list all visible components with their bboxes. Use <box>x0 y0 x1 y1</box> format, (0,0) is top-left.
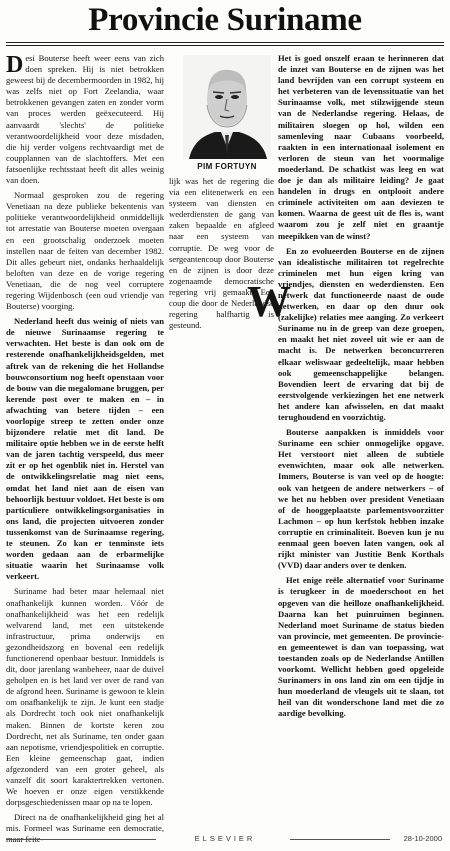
footer-brand: ELSEVIER <box>194 834 256 843</box>
author-portrait <box>183 55 271 159</box>
paragraph: Desi Bouterse heeft weer eens van zich doen spreken. Hij is niet betrokken geweest bij de decembermoorden in 1982, hij was zelfs niet op Fort Zeelandia, waar betrokkenen gevangen zaten en zonder vorm van proces werden geëxecuteerd. Hij aanvaardt 'slechts' de politieke verantwoordelijkheid voor deze misdaden, die hij verder volgens rechtvaardigt met de coupplannen van de slachtoffers. Met een fatsoenlijke rechtsstaat heeft dit alles weinig van doen. <box>6 52 164 186</box>
column-1 <box>6 53 164 833</box>
paragraph: Bouterse aanpakken is inmiddels voor Suriname een schier onmogelijke opgave. Het verstoort niet alleen de subtiele evenwichten, maar ook alle netwerken. Immers, Bouterse is van veel op de hoogte: ook van hetgeen de andere netwerkers – of we het nu hebben over president Venetiaan of de hooggeplaatste parlementsvoorzitter Lachmon – op hun kerfstok hebben inzake corruptie en criminaliteit. Boeven kun je nu eenmaal geen boeven laten vangen, ook al rijkt minister van Justitie Benk Korthals (VVD) daar anders over te denken. <box>278 427 444 571</box>
paragraph: Direct na de onafhankelijkheid ging het al mis. Formeel was Suriname een democratie, <box>6 812 164 834</box>
paragraph: Normaal gesproken zou de regering Venetiaan na deze publieke bekentenis van politieke verantwoordelijkheid onmiddellijk tot arrestatie van Bouterse moeten overgaan en een grootschalig onderzoek moeten instellen naar de feiten van december 1982. Dit alles gebeurt niet, ondanks herhaaldelijk beloften van deze en de vorige regering Venetiaan, die de nog veel corruptere regering Wijdenbosch (een oud vriendje van Bouterse) voorging. <box>6 190 164 312</box>
paragraph: lijk was het de regering die via een elitenetwerk en een systeem van diensten en wederdiensten de gang van zaken bepaalde en afgleed naar een systeem van corruptie. De weg voor de sergeantencoup door Bouterse en de zijnen is door deze zogenaamde democratische regering vrij gemaakt. Een coup die door de Nederlandse regering halfhartig is gesteund. <box>169 176 274 331</box>
author-caption: PIM FORTUYN <box>197 162 257 171</box>
portrait-image <box>183 55 271 159</box>
drop-cap: D <box>6 52 24 78</box>
paragraph: Nederland heeft dus weinig of niets van de nieuwe Surinaamse regering te verwachten. Het beste is dan ook om de resterende onafhankelijkheidsgelden, met aftrek van de rekening die het Hollandse bouwconsortium nog heeft openstaan voor de bouw van die megalomane bruggen, per kerende post over te maken en – in afwachting van betere tijden – een voorlopige streep te zetten onder onze bijzondere relatie met dit land. De militaire optie hebben we in de eerste helft van de jaren tachtig verspeeld, dus meer zit er op het ogenblik niet in. Herstel van de ontwikkelingsrelatie mag niet eens, omdat het land niet aan de eisen van behoorlijk bestuur voldoet. Het beste is om particuliere ontwikkelingsorganisaties in ons land, die projecten uitvoeren zonder tussenkomst van de Surinaamse regering, te steunen. Zo kan er tenminste iets worden gedaan aan de erbarmelijke situatie waarin het Surinaamse volk verkeert. <box>6 316 164 582</box>
title-rule-2 <box>6 45 444 46</box>
paragraph: En zo evolueerden Bouterse en de zijnen van idealistische militairen tot regelrechte criminelen met hun eigen kring van vriendjes, diensten en wederdiensten. Een netwerk dat functioneerde naast de oude netwerken, en daar op den duur ook (zakelijke) relaties mee aanging. Zo verkeert Suriname nu in de greep van deze groepen, en maakt het niet zoveel uit wie er aan de macht is. De netwerken beconcurreren elkaar weliswaar gedeeltelijk, maar hebben ook gemeenschappelijke belangen. Bovendien leert de ervaring dat bij de eerstvolgende verkiezingen het ene netwerk het andere kan afwisselen, en dat maakt terughoudend en voorzichtig. <box>278 245 444 422</box>
article-title: Provincie Suriname <box>88 2 362 38</box>
column-2 <box>169 176 274 536</box>
title-rule <box>6 42 444 43</box>
page-footer <box>0 834 450 848</box>
footer-rule-right <box>290 839 390 840</box>
column-3 <box>278 53 444 833</box>
paragraph: Het is goed onszelf eraan te herinneren dat de inzet van Bouterse en de zijnen was het land bevrijden van een corrupt systeem en het verbeteren van de levenssituatie van het Surinaamse volk, met stilzwijgende steun van de Nederlandse regering. Helaas, de militairen sloegen op hol, wilden een samenleving naar Cubaans voorbeeld, raakten in een internationaal isolement en verloren de steun van het voormalige moederland. De schatkist was leeg en wat doe je dan als militaire leiding? Je gaat handelen in drugs en ontplooit andere criminele activiteiten om aan deviezen te komen. Waarna de geest uit de fles is, want waarom zou je zelf niet en graantje meepikken van de winst? <box>278 53 444 241</box>
paragraph: Het enige reële alternatief voor Suriname is terugkeer in de moederschoot en het opgeven van die heilloze onafhankelijkheid. Daarna kan het puinruimen beginnen. Nederland moet Suriname de status bieden van provincie, met gemeenten. De provincie- en gemeentewet is dan van toepassing, wat toestanden zoals op de Nederlandse Antillen voorkomt. Wellicht hebben goed opgeleide Surinamers in ons land zin om een tijdje in hun moederland de vleugels uit te slaan, tot heil van dit wonderschone land met die zo aardige bevolking. <box>278 575 444 719</box>
paragraph: Suriname had beter maar helemaal niet onafhankelijk kunnen worden. Vóór de onafhankelijkheid was het een redelijk welvarend land, met een uitstekende infrastructuur, prima onderwijs en gezondheidszorg en bovenal een redelijk functionerend openbaar bestuur. Inmiddels is dit, door jarenlang wanbeheer, naar de duivel geholpen en is het land ver over de rand van de afgrond heen. Suriname is gewoon te klein om onafhankelijk te zijn. Je kunt een stadje als Dordrecht toch ook niet onafhankelijk maken. Binnen de kortste keren zou Dordrecht, net als Suriname, ten onder gaan aan nepotisme, vriendjespolitiek en corruptie. Een kleine gemeenschap gaat, indien afgezonderd van een groter geheel, als vanzelf dit soort karaktertrekken vertonen. We hoeven er onze eigen verstikkende dorpsgeschiedenissen maar op na te lopen. <box>6 586 164 808</box>
footer-date: 28-10-2000 <box>403 834 442 843</box>
decorative-letter: W <box>247 277 291 326</box>
